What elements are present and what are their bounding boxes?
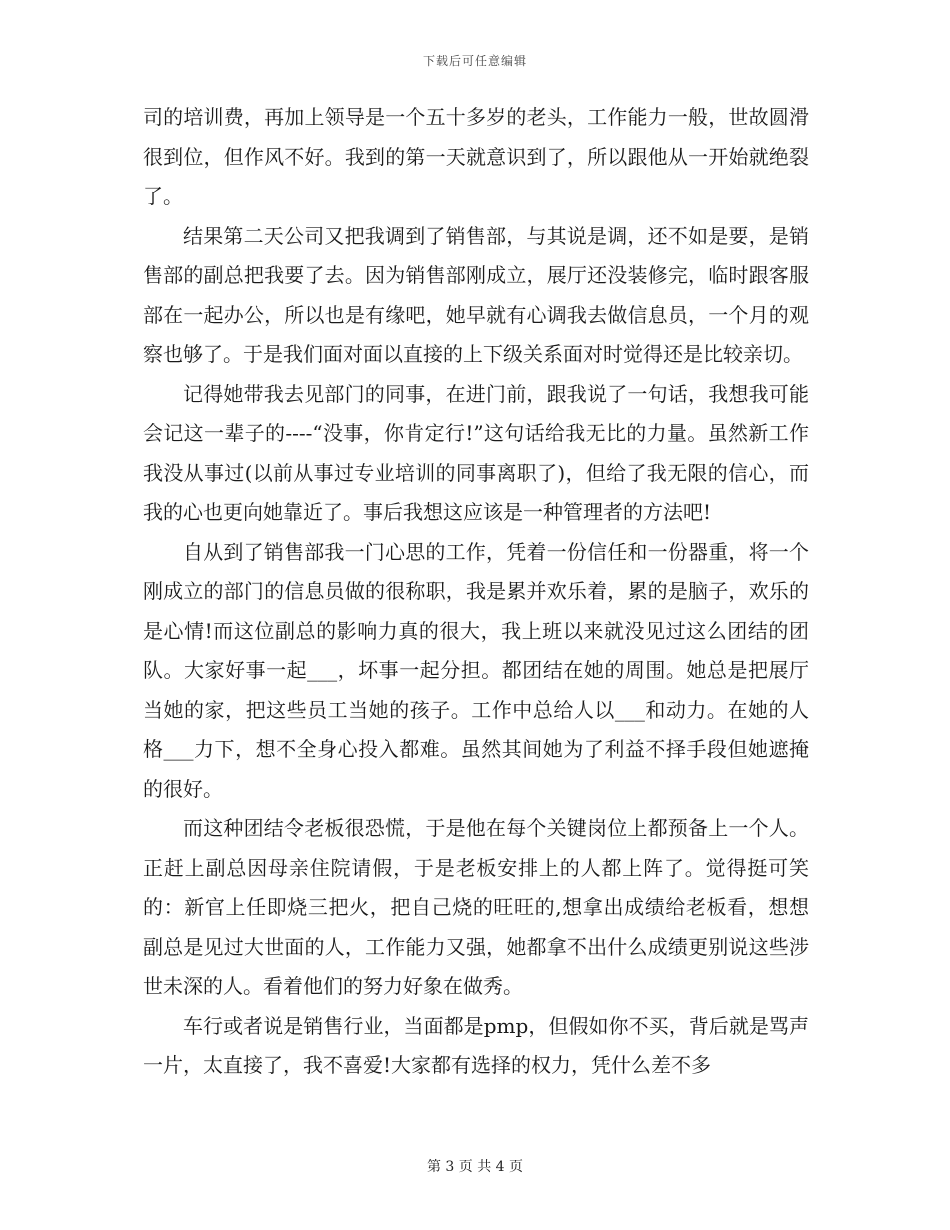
paragraph: 结果第二天公司又把我调到了销售部，与其说是调，还不如是要，是销售部的副总把我要了去。因为销售部刚成立，展厅还没装修完，临时跟客服部在一起办公，所以也是有缘吧，她早就有心调我去做信息员，一个月的观察也够了。于是我们面对面以直接的上下级关系面对时觉得还是比较亲切。 — [143, 223, 809, 366]
paragraph: 自从到了销售部我一门心思的工作，凭着一份信任和一份器重，将一个刚成立的部门的信息员做的很称职，我是累并欢乐着，累的是脑子，欢乐的是心情!而这位副总的影响力真的很大，我上班以来就没见过这么团结的团队。大家好事一起___，坏事一起分担。都团结在她的周围。她总是把展厅当她的家，把这些员工当她的孩子。工作中总给人以___和动力。在她的人格___力下，想不全身心投入都难。虽然其间她为了利益不择手段但她遮掩的很好。 — [143, 539, 809, 801]
paragraph: 而这种团结令老板很恐慌，于是他在每个关键岗位上都预备上一个人。正赶上副总因母亲住院请假，于是老板安排上的人都上阵了。觉得挺可笑的：新官上任即烧三把火，把自己烧的旺旺的,想拿出成绩给老板看，想想副总是见过大世面的人，工作能力又强，她都拿不出什么成绩更别说这些涉世未深的人。看着他们的努力好象在做秀。 — [143, 816, 809, 998]
document-body — [143, 98, 809, 1086]
page-footer: 第 3 页 共 4 页 — [426, 1159, 524, 1175]
paragraph: 记得她带我去见部门的同事，在进门前，跟我说了一句话，我想我可能会记这一辈子的----“没事，你肯定行!”这句话给我无比的力量。虽然新工作我没从事过(以前从事过专业培训的同事离职了)，但给了我无限的信心，而我的心也更向她靠近了。事后我想这应该是一种管理者的方法吧! — [143, 381, 809, 524]
page-header: 下载后可任意编辑 — [422, 54, 527, 68]
paragraph: 司的培训费，再加上领导是一个五十多岁的老头，工作能力一般，世故圆滑很到位，但作风不好。我到的第一天就意识到了，所以跟他从一开始就绝裂了。 — [143, 105, 809, 208]
paragraph: 车行或者说是销售行业，当面都是pmp，但假如你不买，背后就是骂声一片，太直接了，我不喜爱!大家都有选择的权力，凭什么差不多 — [143, 1013, 809, 1077]
